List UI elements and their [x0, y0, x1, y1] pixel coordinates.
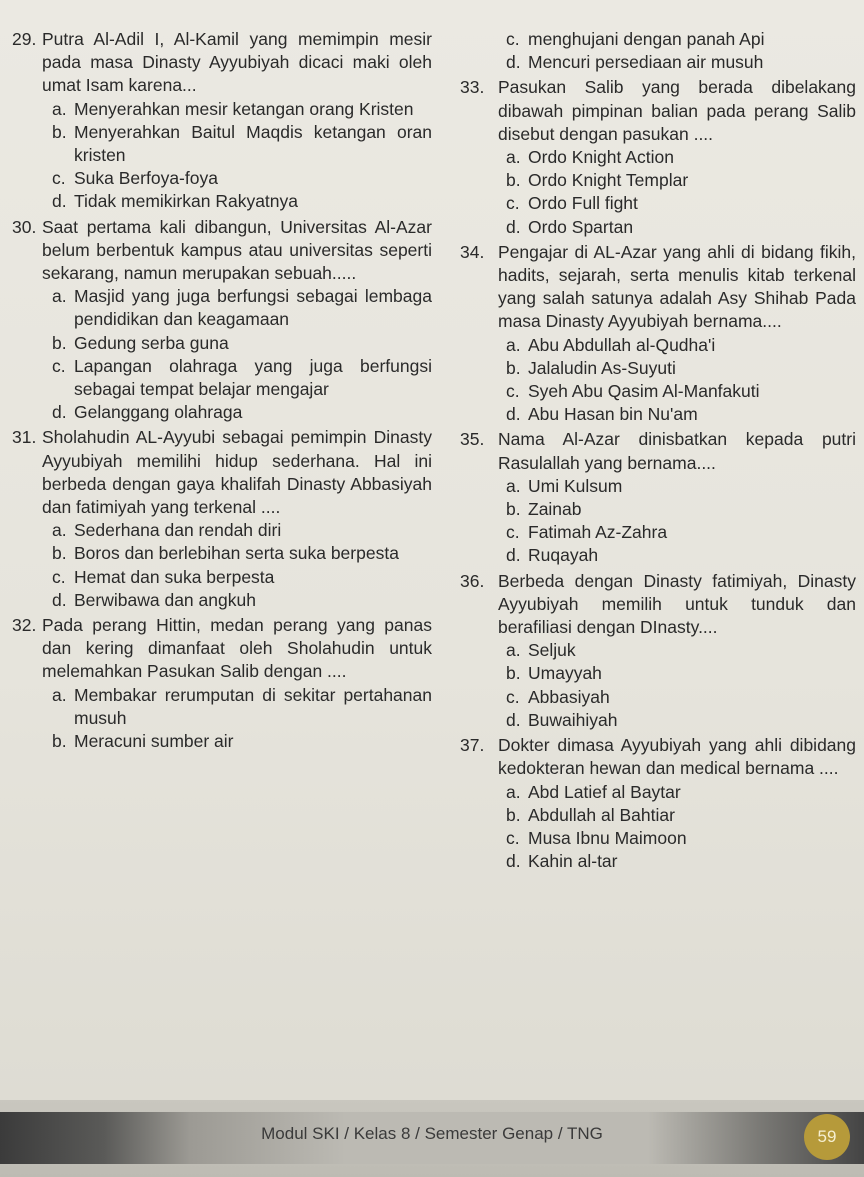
answer-option[interactable]	[506, 28, 856, 51]
option-text: Hemat dan suka berpesta	[74, 566, 275, 587]
page-footer	[0, 1100, 864, 1177]
option-text: Membakar rerumputan di sekitar pertahanan musuh	[74, 684, 432, 728]
answer-option[interactable]	[52, 566, 432, 589]
option-letter: b.	[52, 332, 67, 353]
answer-option[interactable]	[506, 827, 856, 850]
option-text: Lapangan olahraga yang juga berfungsi sebagai tempat belajar mengajar	[74, 355, 432, 400]
option-letter: d.	[506, 851, 521, 872]
question-block	[460, 428, 856, 569]
option-letter: d.	[506, 52, 521, 73]
option-text: Buwaihiyah	[528, 709, 618, 730]
question-number: 30.	[12, 216, 37, 237]
option-text: Abu Abdullah al-Qudha'i	[528, 334, 716, 355]
option-text: Jalaludin As-Suyuti	[528, 357, 676, 378]
option-letter: c.	[506, 522, 520, 543]
answer-option[interactable]	[52, 98, 432, 121]
answer-option[interactable]	[506, 403, 856, 426]
option-text: Abd Latief al Baytar	[528, 781, 681, 802]
option-letter: b.	[52, 731, 67, 752]
question-stem: Pasukan Salib yang berada dibelakang dibawah pimpinan balian pada perang Salib disebut dengan pasukan ....	[498, 77, 856, 144]
question-number: 37.	[460, 735, 485, 756]
option-text: Musa Ibnu Maimoon	[528, 827, 687, 848]
option-text: Mencuri persediaan air musuh	[528, 52, 764, 73]
question-stem: Sholahudin AL-Ayyubi sebagai pemimpin Dinasty Ayyubiyah memilihi hidup sederhana. Hal ini berbeda dengan gaya khalifah Dinasty Abbasiyah dan fatimiyah yang terkenal ....	[42, 427, 432, 518]
answer-option[interactable]	[506, 709, 856, 732]
answer-option[interactable]	[506, 804, 856, 827]
option-text: Abu Hasan bin Nu'am	[528, 404, 698, 425]
question	[460, 734, 856, 780]
option-letter: b.	[506, 663, 521, 684]
option-letter: b.	[506, 170, 521, 191]
question	[460, 428, 856, 474]
option-letter: c.	[506, 193, 520, 214]
answer-option[interactable]	[506, 192, 856, 215]
option-text: Syeh Abu Qasim Al-Manfakuti	[528, 381, 760, 402]
answer-option[interactable]	[506, 169, 856, 192]
answer-option[interactable]	[506, 662, 856, 685]
answer-option[interactable]	[52, 542, 432, 565]
option-text: Ruqayah	[528, 545, 599, 566]
answer-option[interactable]	[52, 285, 432, 331]
option-letter: a.	[506, 475, 521, 496]
option-letter: b.	[52, 543, 67, 564]
question-block	[460, 76, 856, 240]
option-text: Seljuk	[528, 640, 576, 661]
question-block	[460, 241, 856, 429]
option-text: Ordo Knight Templar	[528, 170, 689, 191]
option-letter: a.	[506, 640, 521, 661]
option-letter: c.	[52, 355, 66, 376]
question-stem: Saat pertama kali dibangun, Universitas Al-Azar belum berbentuk kampus atau universitas seperti sekarang, namun merupakan sebuah.....	[42, 216, 432, 284]
option-text: Masjid yang juga berfungsi sebagai lembaga pendidikan dan keagamaan	[74, 286, 432, 330]
option-text: Gelanggang olahraga	[74, 402, 243, 423]
option-letter: c.	[52, 168, 66, 189]
answer-option[interactable]	[506, 521, 856, 544]
option-letter: b.	[506, 499, 521, 520]
question-stem: Putra Al-Adil I, Al-Kamil yang memimpin mesir pada masa Dinasty Ayyubiyah dicaci maki oleh umat Isam karena...	[42, 29, 432, 96]
option-letter: c.	[506, 29, 520, 49]
option-letter: b.	[52, 121, 67, 142]
question-number: 34.	[460, 241, 485, 262]
answer-option[interactable]	[506, 850, 856, 873]
option-text: Zainab	[528, 499, 582, 520]
option-letter: a.	[506, 334, 521, 355]
question-block	[12, 216, 432, 427]
answer-option[interactable]	[506, 51, 856, 74]
option-text: Gedung serba guna	[74, 332, 229, 353]
question-block	[12, 614, 432, 755]
answer-option[interactable]	[506, 639, 856, 662]
answer-option[interactable]	[506, 146, 856, 169]
answer-option[interactable]	[506, 475, 856, 498]
option-text: Suka Berfoya-foya	[74, 168, 218, 189]
answer-option[interactable]	[506, 357, 856, 380]
question	[12, 426, 432, 519]
answer-option[interactable]	[52, 519, 432, 542]
question	[460, 570, 856, 640]
question-number: 35.	[460, 429, 485, 450]
option-letter: d.	[506, 216, 521, 237]
question-block	[12, 426, 432, 614]
question-number: 36.	[460, 570, 485, 591]
option-letter: d.	[52, 191, 67, 212]
option-letter: d.	[506, 404, 521, 425]
answer-option[interactable]	[52, 332, 432, 355]
question-stem: Pengajar di AL-Azar yang ahli di bidang fikih, hadits, sejarah, serta menulis kitab terkenal yang salah satunya adalah Asy Shihab Pada masa Dinasty Ayyubiyah bernama....	[498, 241, 856, 332]
option-text: Menyerahkan Baitul Maqdis ketangan oran kristen	[74, 121, 432, 166]
answer-option[interactable]	[52, 121, 432, 167]
option-text: Ordo Spartan	[528, 216, 634, 237]
question	[460, 241, 856, 334]
option-text: Menyerahkan mesir ketangan orang Kristen	[74, 98, 414, 119]
question-number: 31.	[12, 427, 37, 448]
answer-option[interactable]	[52, 167, 432, 190]
question-stem: Berbeda dengan Dinasty fatimiyah, Dinasty Ayyubiyah memilih untuk tunduk dan berafiliasi dengan DInasty....	[498, 570, 856, 638]
option-text: Umi Kulsum	[528, 475, 623, 496]
option-text: Abdullah al Bahtiar	[528, 804, 675, 825]
option-text: Ordo Knight Action	[528, 147, 674, 168]
question-block	[460, 570, 856, 734]
option-text: Sederhana dan rendah diri	[74, 520, 282, 541]
option-letter: c.	[52, 566, 66, 587]
option-text: Ordo Full fight	[528, 193, 638, 214]
option-letter: b.	[506, 804, 521, 825]
option-letter: a.	[52, 684, 67, 705]
right-column	[460, 28, 856, 875]
question-block	[12, 28, 432, 216]
answer-option[interactable]	[506, 781, 856, 804]
question-number: 32.	[12, 615, 37, 636]
option-letter: d.	[52, 402, 67, 423]
option-text: Tidak memikirkan Rakyatnya	[74, 191, 299, 212]
answer-option[interactable]	[52, 190, 432, 213]
option-letter: a.	[506, 147, 521, 168]
answer-option[interactable]	[506, 334, 856, 357]
question-number: 33.	[460, 77, 485, 98]
option-letter: d.	[52, 589, 67, 610]
option-text: Meracuni sumber air	[74, 731, 234, 752]
option-letter: a.	[52, 520, 67, 541]
answer-option[interactable]	[506, 216, 856, 239]
module-label: Modul SKI / Kelas 8 / Semester Genap / TNG	[261, 1124, 603, 1143]
option-letter: b.	[506, 357, 521, 378]
answer-option[interactable]	[52, 684, 432, 730]
answer-option[interactable]	[506, 380, 856, 403]
question-stem: Pada perang Hittin, medan perang yang panas dan kering dimanfaat oleh Sholahudin untuk melemahkan Pasukan Salib dengan ....	[42, 615, 432, 682]
answer-option[interactable]	[52, 730, 432, 753]
answer-option[interactable]	[52, 589, 432, 612]
page-number-badge: 59	[804, 1114, 850, 1160]
question	[12, 216, 432, 286]
question-block	[460, 734, 856, 875]
option-letter: c.	[506, 381, 520, 402]
question-stem: Nama Al-Azar dinisbatkan kepada putri Rasulallah yang bernama....	[498, 429, 856, 473]
answer-option[interactable]	[506, 686, 856, 709]
question	[460, 76, 856, 146]
question-stem: Dokter dimasa Ayyubiyah yang ahli dibidang kedokteran hewan dan medical bernama ....	[498, 735, 856, 779]
option-text: Berwibawa dan angkuh	[74, 589, 256, 610]
answer-option[interactable]	[506, 498, 856, 521]
option-text: Umayyah	[528, 663, 602, 684]
option-text: Boros dan berlebihan serta suka berpesta	[74, 543, 399, 564]
answer-option[interactable]	[52, 401, 432, 424]
option-letter: c.	[506, 827, 520, 848]
option-letter: a.	[506, 781, 521, 802]
question	[12, 614, 432, 684]
option-text: menghujani dengan panah Api	[528, 29, 765, 49]
option-letter: a.	[52, 286, 67, 307]
left-column	[12, 28, 432, 755]
question-block	[460, 28, 856, 76]
option-text: Abbasiyah	[528, 686, 610, 707]
option-letter: c.	[506, 686, 520, 707]
option-text: Fatimah Az-Zahra	[528, 522, 668, 543]
answer-option[interactable]	[52, 355, 432, 401]
option-letter: d.	[506, 545, 521, 566]
option-letter: d.	[506, 709, 521, 730]
option-text: Kahin al-tar	[528, 851, 618, 872]
option-letter: a.	[52, 98, 67, 119]
question-number: 29.	[12, 29, 37, 49]
question	[12, 28, 432, 98]
answer-option[interactable]	[506, 544, 856, 567]
